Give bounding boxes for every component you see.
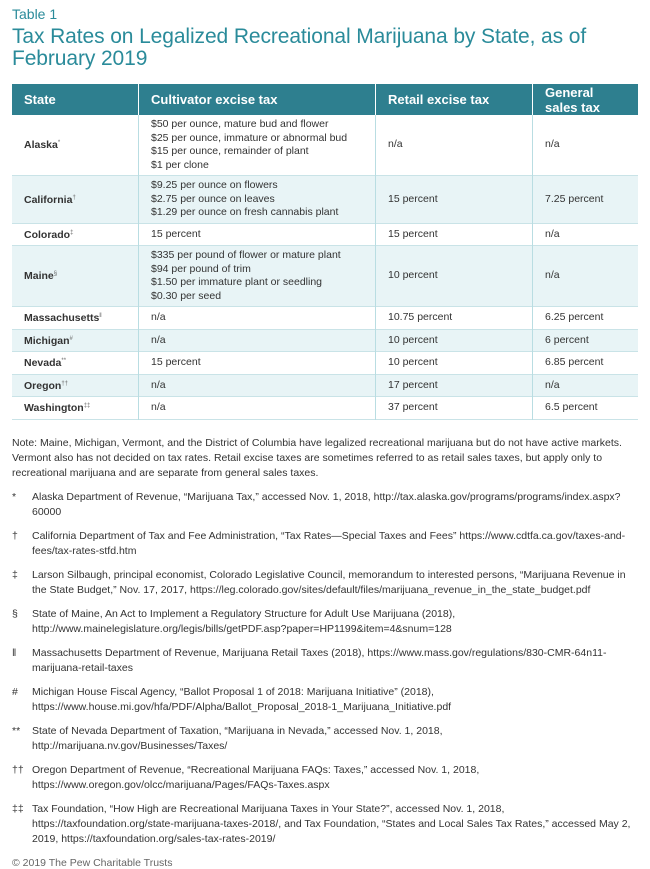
- footnote-text: State of Maine, An Act to Implement a Regulatory Structure for Adult Use Marijuana (2018), http://www.mainelegislature.org/legis/bills/getPDF.asp?paper=HP1199&item=4&snum=128: [32, 607, 456, 635]
- table-header-row: [12, 84, 638, 115]
- cultivator-tax-line: n/a: [151, 378, 166, 391]
- cultivator-tax-cell: [139, 329, 376, 352]
- header-sales-tax: General sales tax: [533, 84, 639, 115]
- footnote-text: California Department of Tax and Fee Administration, “Tax Rates—Special Taxes and Fees” https://www.cdtfa.ca.gov/taxes-and-fees/tax-rates-stfd.htm: [32, 529, 626, 557]
- footnote: [12, 529, 638, 559]
- cultivator-tax-line: n/a: [151, 311, 166, 323]
- state-name: California: [24, 193, 73, 206]
- cultivator-tax-line: n/a: [151, 401, 166, 413]
- cultivator-tax-cell: [139, 246, 376, 307]
- table-row: [12, 223, 638, 246]
- footnote-mark: ‡‡: [83, 403, 91, 409]
- footnote-mark: §: [53, 271, 58, 278]
- copyright: © 2019 The Pew Charitable Trusts: [12, 856, 173, 869]
- table-row: [12, 329, 638, 352]
- cultivator-tax-line: $50 per ounce, mature bud and flower: [151, 118, 329, 130]
- footnote: [12, 802, 638, 847]
- cultivator-tax-line: $0.30 per seed: [151, 289, 222, 302]
- state-name: Nevada: [24, 357, 62, 369]
- footnote-text: Oregon Department of Revenue, “Recreational Marijuana FAQs: Taxes,” accessed Nov. 1, 2018, https://www.oregon.gov/olcc/marijuana/Pages/FAQs-Taxes.aspx: [32, 763, 480, 791]
- footnote-text: Alaska Department of Revenue, “Marijuana Tax,” accessed Nov. 1, 2018, http://tax.alaska.gov/programs/programs/index.aspx?60000: [32, 490, 621, 518]
- retail-tax-cell: 15 percent: [376, 223, 533, 246]
- footnote: [12, 763, 638, 793]
- cultivator-tax-line: $1 per clone: [151, 158, 209, 171]
- sales-tax-cell: 7.25 percent: [545, 192, 604, 205]
- sales-tax-cell: 6.85 percent: [545, 356, 604, 368]
- cultivator-tax-line: $9.25 per ounce on flowers: [151, 179, 278, 191]
- table-row: [12, 374, 638, 397]
- footnote-symbol: ††: [12, 763, 24, 776]
- state-cell: [12, 176, 139, 224]
- cultivator-tax-line: $1.29 per ounce on fresh cannabis plant: [151, 206, 339, 218]
- footnote-symbol: †: [12, 529, 18, 542]
- footnote-mark: ‖: [99, 313, 102, 319]
- footnote-symbol: ‡‡: [12, 802, 24, 815]
- retail-tax-cell: n/a: [376, 115, 533, 176]
- cultivator-tax-line: $335 per pound of flower or mature plant: [151, 249, 341, 261]
- footnote-symbol: §: [12, 607, 18, 620]
- state-name: Colorado: [24, 228, 71, 241]
- footnote-mark: ††: [61, 380, 69, 387]
- cultivator-tax-line: 15 percent: [151, 227, 201, 240]
- retail-tax-cell: 10 percent: [376, 329, 533, 352]
- footnote-list: [12, 490, 638, 847]
- state-cell: [12, 307, 139, 330]
- footnote: [12, 607, 638, 637]
- footnote-symbol: *: [12, 490, 17, 503]
- table-row: [12, 115, 638, 176]
- sales-tax-cell: n/a: [545, 227, 560, 240]
- footnote-mark: †: [72, 194, 76, 201]
- cultivator-tax-cell: [139, 397, 376, 420]
- cultivator-tax-cell: [139, 176, 376, 224]
- state-name: Washington: [24, 402, 84, 414]
- footnote: [12, 685, 638, 715]
- footnote-mark: *: [57, 140, 61, 147]
- table-row: [12, 307, 638, 330]
- footnote: [12, 724, 638, 754]
- state-name: Michigan: [24, 334, 70, 347]
- retail-tax-cell: 10.75 percent: [376, 307, 533, 330]
- footnote-text: Larson Silbaugh, principal economist, Colorado Legislative Council, memorandum to interested persons, “Marijuana Revenue in the State Budget,” Nov. 17, 2017, https://leg.colorado.gov/sites/default/files/marijuana_revenue_in_the_state_budget.pdf: [32, 568, 626, 596]
- footnote: [12, 568, 638, 598]
- state-name: Oregon: [24, 379, 62, 392]
- retail-tax-cell: 17 percent: [376, 374, 533, 397]
- cultivator-tax-cell: [139, 374, 376, 397]
- cultivator-tax-line: 15 percent: [151, 356, 201, 368]
- state-cell: [12, 246, 139, 307]
- sales-tax-cell: n/a: [545, 378, 560, 391]
- cultivator-tax-line: n/a: [151, 333, 166, 346]
- footnote-mark: **: [61, 358, 67, 364]
- header-retail-tax: Retail excise tax: [376, 84, 533, 115]
- footnote-symbol: ‖: [12, 646, 17, 659]
- header-cultivator-tax: Cultivator excise tax: [139, 84, 376, 115]
- table-row: [12, 246, 638, 307]
- state-cell: [12, 374, 139, 397]
- state-name: Massachusetts: [24, 312, 100, 324]
- cultivator-tax-line: $94 per pound of trim: [151, 262, 251, 275]
- footnote: [12, 490, 638, 520]
- sales-tax-cell: n/a: [545, 138, 560, 151]
- cultivator-tax-line: $2.75 per ounce on leaves: [151, 192, 275, 205]
- table-row: [12, 176, 638, 224]
- footnote-text: Tax Foundation, “How High are Recreational Marijuana Taxes in Your State?”, accessed Nov. 1, 2018, https://taxfoundation.org/state-marijuana-taxes-2018/, and Tax Foundation, “States and Local Sales Tax Rates,” accessed May 2, 2019, https://taxfoundation.org/sales-tax-rates-2019/: [32, 802, 631, 845]
- state-cell: [12, 329, 139, 352]
- footnote-text: Michigan House Fiscal Agency, “Ballot Proposal 1 of 2018: Marijuana Initiative” (2018), https://www.house.mi.gov/hfa/PDF/Alpha/Ballot_Proposal_2018-1_Marijuana_Initiative.pdf: [32, 685, 452, 713]
- header-state: State: [12, 84, 139, 115]
- footnote-symbol: **: [12, 724, 21, 737]
- cultivator-tax-line: $1.50 per immature plant or seedling: [151, 276, 323, 288]
- table-row: [12, 397, 638, 420]
- footnote: [12, 646, 638, 676]
- state-cell: [12, 223, 139, 246]
- tax-rate-table: [12, 84, 638, 420]
- footnote-mark: #: [69, 335, 73, 342]
- cultivator-tax-cell: [139, 307, 376, 330]
- footnote-symbol: ‡: [12, 568, 18, 581]
- footnote-text: Massachusetts Department of Revenue, Marijuana Retail Taxes (2018), https://www.mass.gov/regulations/830-CMR-64n11-marijuana-retail-taxes: [32, 646, 607, 674]
- document: [12, 6, 638, 869]
- cultivator-tax-cell: [139, 352, 376, 375]
- footnote-text: State of Nevada Department of Taxation, “Marijuana in Nevada,” accessed Nov. 1, 2018, http://marijuana.nv.gov/Businesses/Taxes/: [32, 724, 443, 752]
- state-name: Alaska: [24, 139, 58, 152]
- table-note: Note: Maine, Michigan, Vermont, and the District of Columbia have legalized recreational marijuana but do not have active markets. Vermont also has not decided on tax rates. Retail excise taxes are sometimes referred to as retail sales taxes, but apply only to recreational marijuana and are separate from general sales taxes.: [12, 436, 622, 479]
- page-title: Tax Rates on Legalized Recreational Marijuana by State, as of February 2019: [12, 25, 587, 70]
- state-name: Maine: [24, 270, 54, 283]
- cultivator-tax-line: $15 per ounce, remainder of plant: [151, 145, 309, 157]
- table-row: [12, 352, 638, 375]
- cultivator-tax-cell: [139, 223, 376, 246]
- sales-tax-cell: n/a: [545, 269, 560, 282]
- cultivator-tax-line: $25 per ounce, immature or abnormal bud: [151, 131, 348, 144]
- retail-tax-cell: 37 percent: [376, 397, 533, 420]
- state-cell: [12, 352, 139, 375]
- state-cell: [12, 115, 139, 176]
- cultivator-tax-cell: [139, 115, 376, 176]
- sales-tax-cell: 6 percent: [545, 333, 589, 346]
- table-label: Table 1: [12, 6, 58, 22]
- state-cell: [12, 397, 139, 420]
- sales-tax-cell: 6.5 percent: [545, 401, 598, 413]
- retail-tax-cell: 15 percent: [376, 176, 533, 224]
- retail-tax-cell: 10 percent: [376, 246, 533, 307]
- footnote-mark: ‡: [70, 229, 74, 236]
- footnote-symbol: #: [12, 685, 18, 698]
- retail-tax-cell: 10 percent: [376, 352, 533, 375]
- sales-tax-cell: 6.25 percent: [545, 311, 604, 323]
